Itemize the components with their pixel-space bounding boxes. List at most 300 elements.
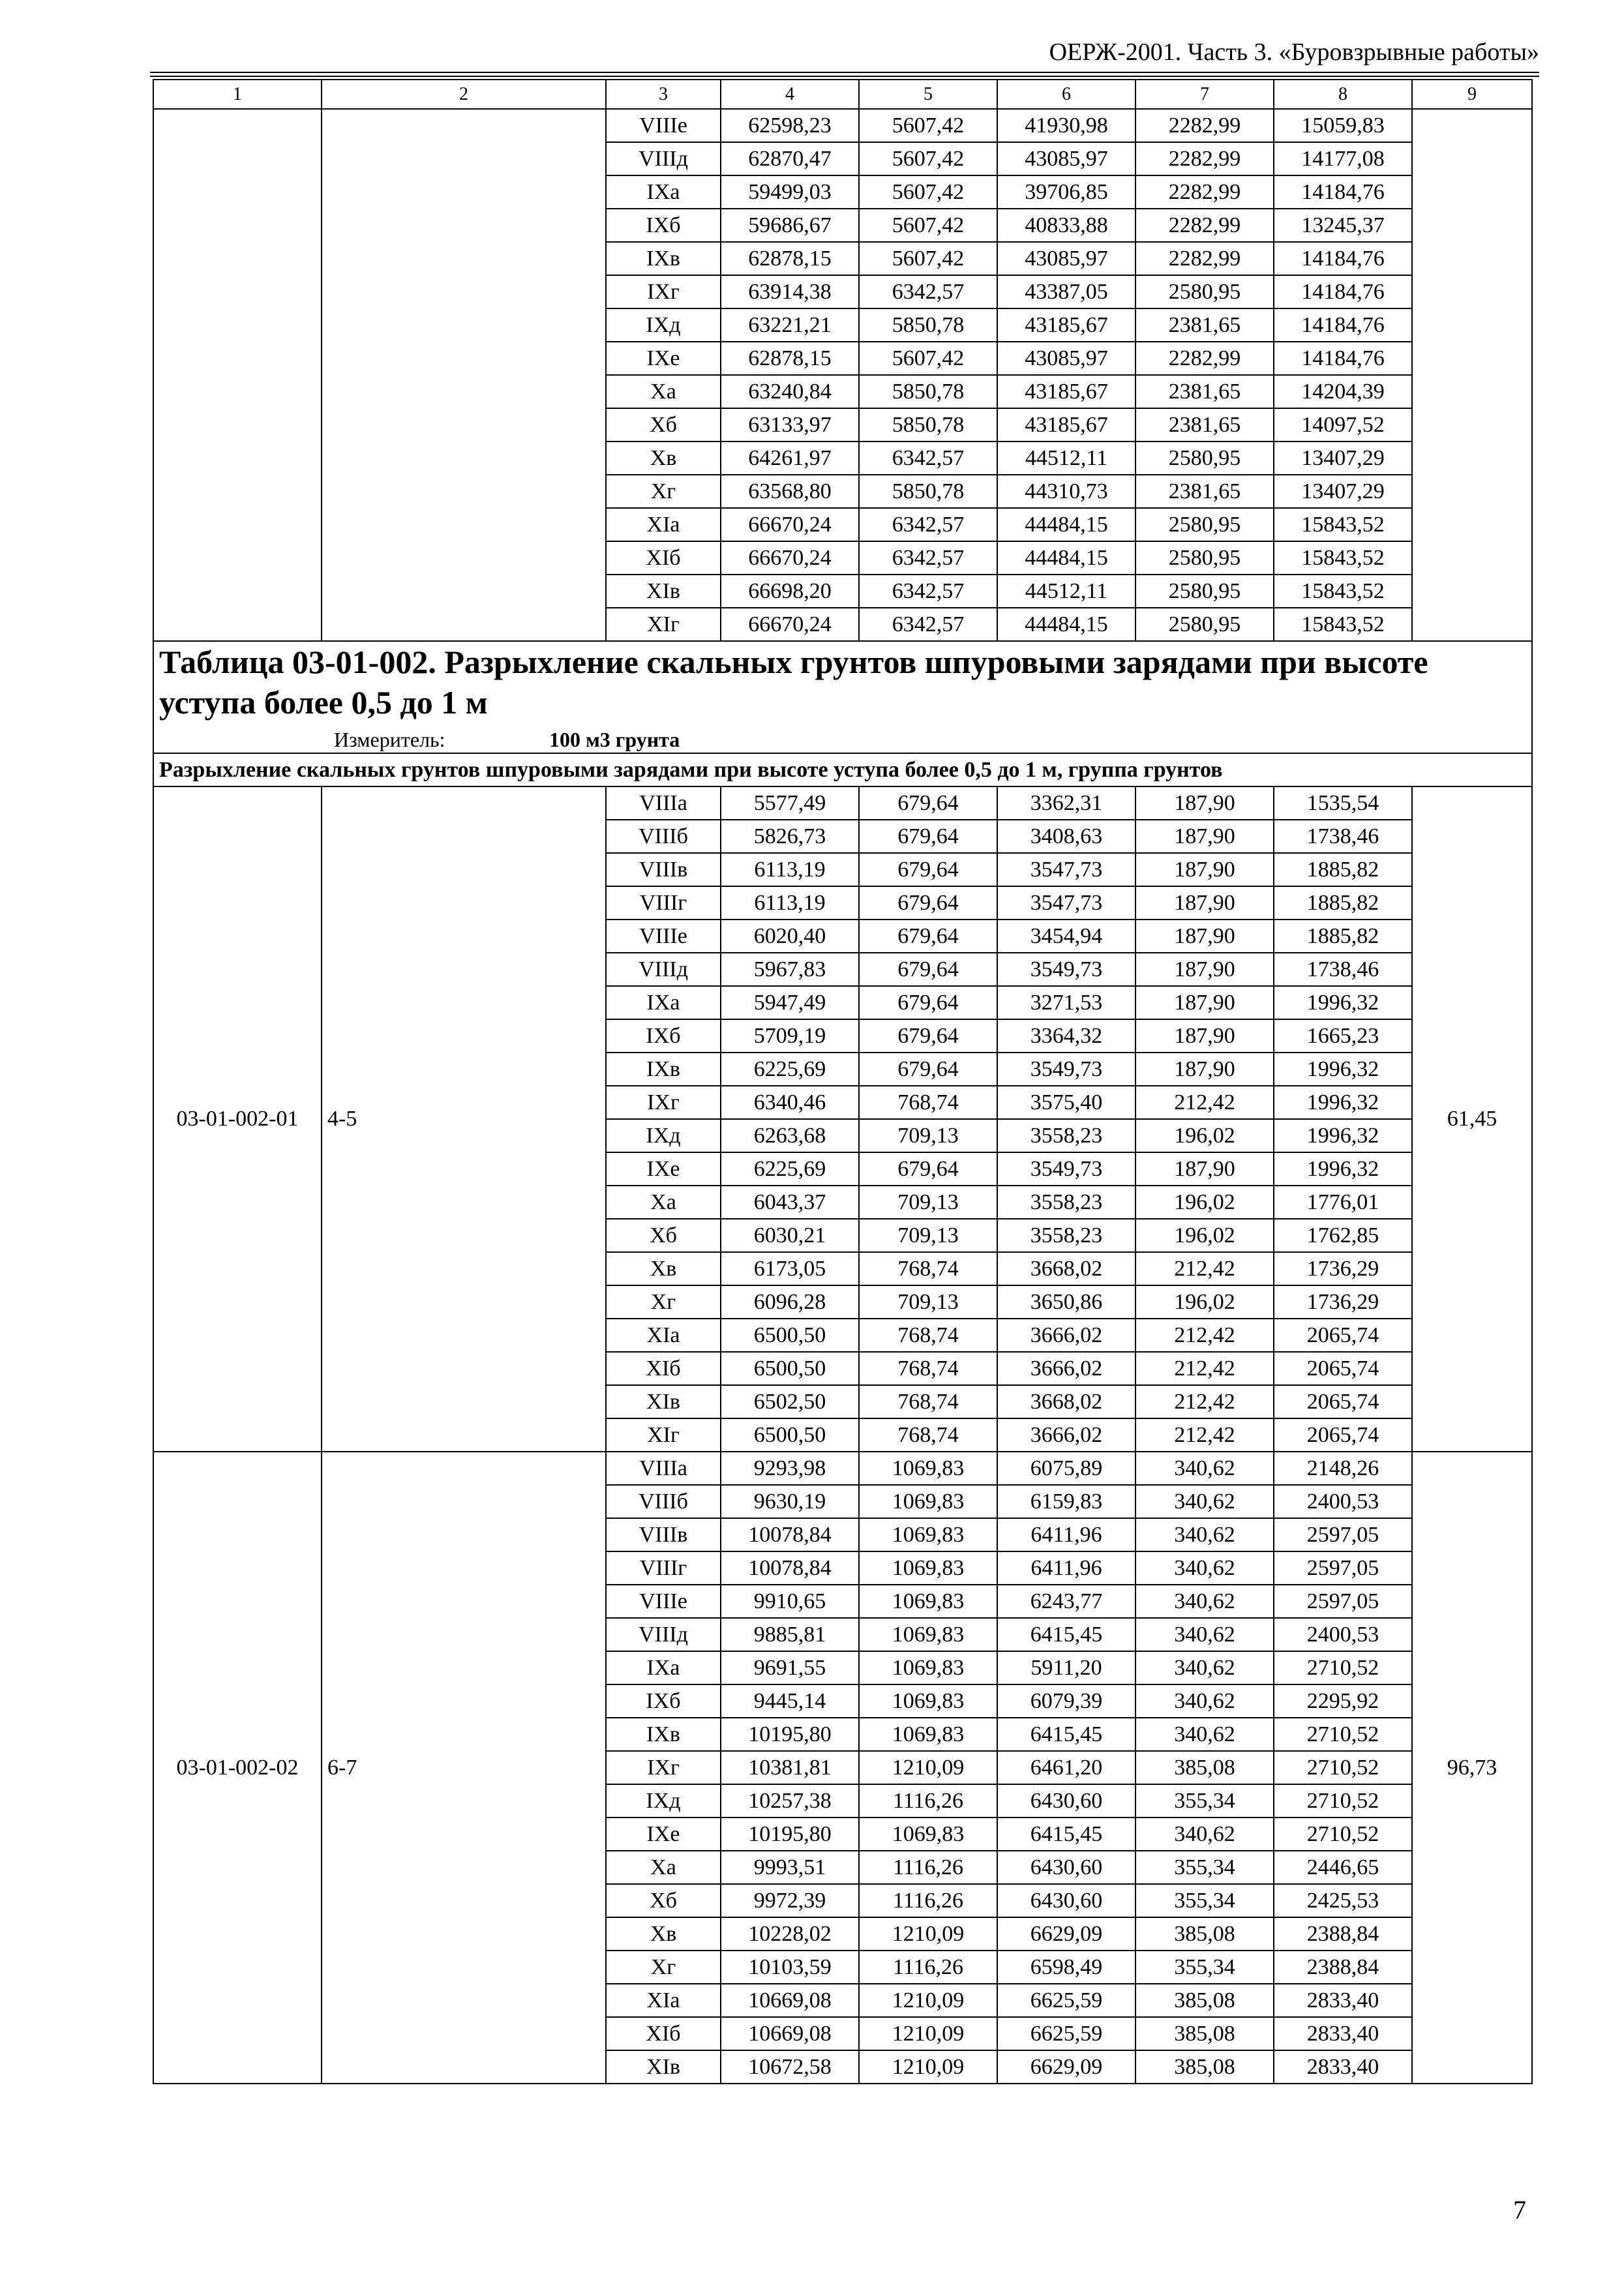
value-cell: 43185,67 <box>997 375 1135 408</box>
value-cell: 5850,78 <box>859 408 997 441</box>
value-cell: 2282,99 <box>1135 342 1274 375</box>
value-cell: 43085,97 <box>997 142 1135 175</box>
value-cell: 2381,65 <box>1135 375 1274 408</box>
value-cell: 6030,21 <box>721 1219 859 1252</box>
value-cell: 1996,32 <box>1274 1053 1412 1086</box>
value-cell: 2065,74 <box>1274 1418 1412 1452</box>
value-cell: 1210,09 <box>859 2017 997 2050</box>
value-cell: 44512,11 <box>997 441 1135 475</box>
value-cell: 679,64 <box>859 920 997 953</box>
rock-category-cell: XIa <box>606 1319 721 1352</box>
value-cell: 14184,76 <box>1274 175 1412 209</box>
value-cell: 6173,05 <box>721 1252 859 1285</box>
value-cell: 15843,52 <box>1274 508 1412 541</box>
table-title-row <box>153 641 1532 753</box>
value-cell: 196,02 <box>1135 1219 1274 1252</box>
value-cell: 10669,08 <box>721 2017 859 2050</box>
value-cell: 59499,03 <box>721 175 859 209</box>
value-cell: 340,62 <box>1135 1518 1274 1551</box>
value-cell: 64261,97 <box>721 441 859 475</box>
value-cell: 6342,57 <box>859 441 997 475</box>
value-cell: 709,13 <box>859 1285 997 1319</box>
value-cell: 5607,42 <box>859 109 997 142</box>
value-cell: 2580,95 <box>1135 575 1274 608</box>
value-cell: 44512,11 <box>997 575 1135 608</box>
value-cell: 768,74 <box>859 1352 997 1385</box>
value-cell: 3650,86 <box>997 1285 1135 1319</box>
code-cell: 03-01-002-01 <box>153 786 322 1452</box>
value-cell: 14184,76 <box>1274 342 1412 375</box>
column-number: 1 <box>153 80 322 109</box>
value-cell: 66698,20 <box>721 575 859 608</box>
value-cell: 10195,80 <box>721 1818 859 1851</box>
rock-category-cell: IXг <box>606 275 721 308</box>
value-cell: 14097,52 <box>1274 408 1412 441</box>
value-cell: 385,08 <box>1135 1751 1274 1784</box>
value-cell: 2597,05 <box>1274 1518 1412 1551</box>
rock-category-cell: VIIIб <box>606 1485 721 1518</box>
value-cell: 6430,60 <box>997 1851 1135 1884</box>
value-cell: 212,42 <box>1135 1086 1274 1119</box>
rates-table <box>153 79 1533 2084</box>
value-cell: 2295,92 <box>1274 1684 1412 1718</box>
value-cell: 1885,82 <box>1274 886 1412 920</box>
value-cell: 63240,84 <box>721 375 859 408</box>
value-cell: 43387,05 <box>997 275 1135 308</box>
rock-category-cell: Xa <box>606 1186 721 1219</box>
rock-category-cell: VIIIв <box>606 853 721 886</box>
value-cell: 1885,82 <box>1274 920 1412 953</box>
rock-category-cell: VIIIг <box>606 1551 721 1585</box>
table-row <box>153 786 1532 820</box>
value-cell: 10103,59 <box>721 1951 859 1984</box>
table-title-cell <box>153 641 1532 753</box>
value-cell: 14204,39 <box>1274 375 1412 408</box>
value-cell: 6415,45 <box>997 1618 1135 1651</box>
value-cell: 2282,99 <box>1135 142 1274 175</box>
rock-category-cell: VIIIa <box>606 786 721 820</box>
value-cell: 2833,40 <box>1274 1984 1412 2017</box>
rock-category-cell: VIIIг <box>606 886 721 920</box>
desc-cell-continued <box>322 109 606 641</box>
rock-category-cell: VIIIe <box>606 1585 721 1618</box>
value-cell: 340,62 <box>1135 1551 1274 1585</box>
value-cell: 1069,83 <box>859 1651 997 1684</box>
value-cell: 3666,02 <box>997 1418 1135 1452</box>
rock-category-cell: XIa <box>606 1984 721 2017</box>
rock-category-cell: IXв <box>606 1053 721 1086</box>
value-cell: 340,62 <box>1135 1718 1274 1751</box>
value-cell: 679,64 <box>859 786 997 820</box>
value-cell: 1069,83 <box>859 1818 997 1851</box>
value-cell: 9691,55 <box>721 1651 859 1684</box>
value-cell: 6500,50 <box>721 1352 859 1385</box>
value-cell: 340,62 <box>1135 1651 1274 1684</box>
value-cell: 2065,74 <box>1274 1319 1412 1352</box>
page-header: ОЕРЖ-2001. Часть 3. «Буровзрывные работы» <box>1049 38 1539 66</box>
value-cell: 212,42 <box>1135 1418 1274 1452</box>
value-cell: 2282,99 <box>1135 175 1274 209</box>
rock-category-cell: Xв <box>606 1252 721 1285</box>
column-number: 8 <box>1274 80 1412 109</box>
value-cell: 5850,78 <box>859 475 997 508</box>
value-cell: 10381,81 <box>721 1751 859 1784</box>
value-cell: 1776,01 <box>1274 1186 1412 1219</box>
value-cell: 2065,74 <box>1274 1385 1412 1418</box>
value-cell: 5850,78 <box>859 375 997 408</box>
column-number: 4 <box>721 80 859 109</box>
value-cell: 3575,40 <box>997 1086 1135 1119</box>
rock-category-cell: Xг <box>606 475 721 508</box>
value-cell: 6225,69 <box>721 1152 859 1186</box>
column-number: 3 <box>606 80 721 109</box>
rock-category-cell: VIIIб <box>606 820 721 853</box>
value-cell: 679,64 <box>859 1019 997 1053</box>
section-title: Разрыхление скальных грунтов шпуровыми зарядами при высоте уступа более 0,5 до 1 м, группа грунтов <box>153 753 1532 786</box>
value-cell: 43185,67 <box>997 308 1135 342</box>
value-cell: 6415,45 <box>997 1818 1135 1851</box>
value-cell: 6342,57 <box>859 275 997 308</box>
value-cell: 1736,29 <box>1274 1252 1412 1285</box>
value-cell: 187,90 <box>1135 820 1274 853</box>
rock-category-cell: IXa <box>606 1651 721 1684</box>
rock-category-cell: XIa <box>606 508 721 541</box>
value-cell: 1762,85 <box>1274 1219 1412 1252</box>
value-cell: 9972,39 <box>721 1884 859 1917</box>
value-cell: 40833,88 <box>997 209 1135 242</box>
value-cell: 187,90 <box>1135 786 1274 820</box>
code-cell: 03-01-002-02 <box>153 1452 322 2084</box>
value-cell: 6500,50 <box>721 1418 859 1452</box>
value-cell: 43085,97 <box>997 342 1135 375</box>
value-cell: 1210,09 <box>859 2050 997 2084</box>
value-cell: 385,08 <box>1135 2017 1274 2050</box>
rock-category-cell: Xa <box>606 1851 721 1884</box>
table-row <box>153 109 1532 142</box>
column-number: 7 <box>1135 80 1274 109</box>
value-cell: 2381,65 <box>1135 308 1274 342</box>
rock-category-cell: Xв <box>606 441 721 475</box>
value-cell: 5607,42 <box>859 242 997 275</box>
value-cell: 187,90 <box>1135 920 1274 953</box>
value-cell: 6461,20 <box>997 1751 1135 1784</box>
value-cell: 340,62 <box>1135 1585 1274 1618</box>
value-cell: 5850,78 <box>859 308 997 342</box>
value-cell: 66670,24 <box>721 508 859 541</box>
value-cell: 6340,46 <box>721 1086 859 1119</box>
value-cell: 1069,83 <box>859 1585 997 1618</box>
rock-category-cell: XIг <box>606 1418 721 1452</box>
value-cell: 10195,80 <box>721 1718 859 1751</box>
value-cell: 1885,82 <box>1274 853 1412 886</box>
value-cell: 62878,15 <box>721 242 859 275</box>
value-cell: 709,13 <box>859 1219 997 1252</box>
rock-category-cell: Xв <box>606 1917 721 1951</box>
value-cell: 340,62 <box>1135 1452 1274 1485</box>
rock-category-cell: IXa <box>606 175 721 209</box>
table-body <box>153 80 1532 2084</box>
rock-category-cell: IXг <box>606 1086 721 1119</box>
extra-cell-continued <box>1412 109 1532 641</box>
value-cell: 43085,97 <box>997 242 1135 275</box>
extra-value-cell: 96,73 <box>1412 1452 1532 2084</box>
value-cell: 1116,26 <box>859 1851 997 1884</box>
value-cell: 2148,26 <box>1274 1452 1412 1485</box>
rock-category-cell: VIIIe <box>606 109 721 142</box>
value-cell: 2833,40 <box>1274 2017 1412 2050</box>
value-cell: 6502,50 <box>721 1385 859 1418</box>
value-cell: 3547,73 <box>997 853 1135 886</box>
value-cell: 44484,15 <box>997 541 1135 575</box>
value-cell: 3549,73 <box>997 1053 1135 1086</box>
value-cell: 679,64 <box>859 886 997 920</box>
value-cell: 2381,65 <box>1135 475 1274 508</box>
table-title: Таблица 03-01-002. Разрыхление скальных грунтов шпуровыми зарядами при высоте уступа более 0,5 до 1 м <box>159 644 1428 721</box>
rock-category-cell: Xг <box>606 1951 721 1984</box>
value-cell: 2400,53 <box>1274 1485 1412 1518</box>
value-cell: 62598,23 <box>721 109 859 142</box>
value-cell: 679,64 <box>859 953 997 986</box>
rock-category-cell: XIв <box>606 575 721 608</box>
value-cell: 9445,14 <box>721 1684 859 1718</box>
value-cell: 6020,40 <box>721 920 859 953</box>
rock-category-cell: IXб <box>606 1684 721 1718</box>
value-cell: 5967,83 <box>721 953 859 986</box>
value-cell: 2282,99 <box>1135 242 1274 275</box>
rock-category-cell: IXд <box>606 1784 721 1818</box>
value-cell: 15843,52 <box>1274 608 1412 641</box>
value-cell: 212,42 <box>1135 1385 1274 1418</box>
value-cell: 63914,38 <box>721 275 859 308</box>
rock-category-cell: XIб <box>606 541 721 575</box>
rock-category-cell: VIIIв <box>606 1518 721 1551</box>
value-cell: 63133,97 <box>721 408 859 441</box>
value-cell: 15843,52 <box>1274 541 1412 575</box>
value-cell: 2597,05 <box>1274 1551 1412 1585</box>
group-desc-cell: 4-5 <box>322 786 606 1452</box>
value-cell: 1069,83 <box>859 1551 997 1585</box>
value-cell: 768,74 <box>859 1385 997 1418</box>
column-number: 9 <box>1412 80 1532 109</box>
rock-category-cell: XIв <box>606 2050 721 2084</box>
value-cell: 6625,59 <box>997 2017 1135 2050</box>
value-cell: 2710,52 <box>1274 1818 1412 1851</box>
value-cell: 768,74 <box>859 1086 997 1119</box>
column-number-row <box>153 80 1532 109</box>
value-cell: 355,34 <box>1135 1951 1274 1984</box>
value-cell: 3549,73 <box>997 953 1135 986</box>
value-cell: 63568,80 <box>721 475 859 508</box>
value-cell: 1736,29 <box>1274 1285 1412 1319</box>
value-cell: 3547,73 <box>997 886 1135 920</box>
value-cell: 1116,26 <box>859 1784 997 1818</box>
value-cell: 2710,52 <box>1274 1718 1412 1751</box>
value-cell: 66670,24 <box>721 541 859 575</box>
value-cell: 679,64 <box>859 1152 997 1186</box>
value-cell: 6598,49 <box>997 1951 1135 1984</box>
value-cell: 340,62 <box>1135 1618 1274 1651</box>
value-cell: 768,74 <box>859 1319 997 1352</box>
value-cell: 1210,09 <box>859 1984 997 2017</box>
value-cell: 2388,84 <box>1274 1951 1412 1984</box>
value-cell: 13245,37 <box>1274 209 1412 242</box>
value-cell: 14184,76 <box>1274 242 1412 275</box>
rock-category-cell: VIIIд <box>606 1618 721 1651</box>
value-cell: 5607,42 <box>859 142 997 175</box>
value-cell: 1996,32 <box>1274 1086 1412 1119</box>
value-cell: 768,74 <box>859 1418 997 1452</box>
value-cell: 62878,15 <box>721 342 859 375</box>
value-cell: 2833,40 <box>1274 2050 1412 2084</box>
value-cell: 5911,20 <box>997 1651 1135 1684</box>
value-cell: 6113,19 <box>721 853 859 886</box>
value-cell: 212,42 <box>1135 1352 1274 1385</box>
value-cell: 59686,67 <box>721 209 859 242</box>
value-cell: 3558,23 <box>997 1119 1135 1152</box>
value-cell: 385,08 <box>1135 2050 1274 2084</box>
value-cell: 196,02 <box>1135 1285 1274 1319</box>
value-cell: 1210,09 <box>859 1751 997 1784</box>
value-cell: 10078,84 <box>721 1551 859 1585</box>
value-cell: 2282,99 <box>1135 109 1274 142</box>
value-cell: 10078,84 <box>721 1518 859 1551</box>
value-cell: 15059,83 <box>1274 109 1412 142</box>
value-cell: 385,08 <box>1135 1917 1274 1951</box>
value-cell: 6342,57 <box>859 541 997 575</box>
value-cell: 679,64 <box>859 853 997 886</box>
value-cell: 6342,57 <box>859 575 997 608</box>
column-number: 6 <box>997 80 1135 109</box>
value-cell: 340,62 <box>1135 1684 1274 1718</box>
value-cell: 187,90 <box>1135 986 1274 1019</box>
value-cell: 2710,52 <box>1274 1751 1412 1784</box>
value-cell: 2580,95 <box>1135 608 1274 641</box>
value-cell: 355,34 <box>1135 1784 1274 1818</box>
value-cell: 340,62 <box>1135 1485 1274 1518</box>
extra-value-cell: 61,45 <box>1412 786 1532 1452</box>
value-cell: 3454,94 <box>997 920 1135 953</box>
value-cell: 212,42 <box>1135 1252 1274 1285</box>
value-cell: 6263,68 <box>721 1119 859 1152</box>
value-cell: 13407,29 <box>1274 441 1412 475</box>
value-cell: 679,64 <box>859 1053 997 1086</box>
value-cell: 1069,83 <box>859 1684 997 1718</box>
code-cell-continued <box>153 109 322 641</box>
value-cell: 39706,85 <box>997 175 1135 209</box>
value-cell: 5826,73 <box>721 820 859 853</box>
value-cell: 2710,52 <box>1274 1651 1412 1684</box>
value-cell: 6411,96 <box>997 1551 1135 1585</box>
value-cell: 6411,96 <box>997 1518 1135 1551</box>
value-cell: 3666,02 <box>997 1319 1135 1352</box>
rock-category-cell: VIIIe <box>606 920 721 953</box>
value-cell: 2580,95 <box>1135 541 1274 575</box>
value-cell: 187,90 <box>1135 1053 1274 1086</box>
value-cell: 6225,69 <box>721 1053 859 1086</box>
value-cell: 6243,77 <box>997 1585 1135 1618</box>
value-cell: 3549,73 <box>997 1152 1135 1186</box>
value-cell: 768,74 <box>859 1252 997 1285</box>
value-cell: 3668,02 <box>997 1252 1135 1285</box>
rock-category-cell: IXв <box>606 242 721 275</box>
value-cell: 3408,63 <box>997 820 1135 853</box>
value-cell: 1738,46 <box>1274 820 1412 853</box>
page-number: 7 <box>1513 2195 1526 2224</box>
rock-category-cell: Xa <box>606 375 721 408</box>
value-cell: 2282,99 <box>1135 209 1274 242</box>
value-cell: 5607,42 <box>859 175 997 209</box>
group-desc-cell: 6-7 <box>322 1452 606 2084</box>
header-rule-double <box>150 76 1539 77</box>
value-cell: 10257,38 <box>721 1784 859 1818</box>
value-cell: 2580,95 <box>1135 508 1274 541</box>
table-row <box>153 1452 1532 1485</box>
rock-category-cell: VIIIд <box>606 142 721 175</box>
value-cell: 3558,23 <box>997 1219 1135 1252</box>
value-cell: 1996,32 <box>1274 1152 1412 1186</box>
value-cell: 1069,83 <box>859 1518 997 1551</box>
rock-category-cell: IXe <box>606 1818 721 1851</box>
value-cell: 6113,19 <box>721 886 859 920</box>
value-cell: 6430,60 <box>997 1784 1135 1818</box>
rock-category-cell: IXб <box>606 1019 721 1053</box>
value-cell: 3666,02 <box>997 1352 1135 1385</box>
value-cell: 1535,54 <box>1274 786 1412 820</box>
value-cell: 10672,58 <box>721 2050 859 2084</box>
rock-category-cell: XIб <box>606 2017 721 2050</box>
meter-line <box>159 726 1526 753</box>
value-cell: 9630,19 <box>721 1485 859 1518</box>
value-cell: 196,02 <box>1135 1186 1274 1219</box>
rock-category-cell: XIб <box>606 1352 721 1385</box>
value-cell: 9293,98 <box>721 1452 859 1485</box>
rock-category-cell: XIг <box>606 608 721 641</box>
value-cell: 679,64 <box>859 820 997 853</box>
value-cell: 6500,50 <box>721 1319 859 1352</box>
value-cell: 355,34 <box>1135 1851 1274 1884</box>
meter-label: Измеритель: <box>334 728 445 751</box>
value-cell: 6629,09 <box>997 1917 1135 1951</box>
rock-category-cell: IXд <box>606 308 721 342</box>
value-cell: 709,13 <box>859 1186 997 1219</box>
column-number: 5 <box>859 80 997 109</box>
value-cell: 6096,28 <box>721 1285 859 1319</box>
value-cell: 14177,08 <box>1274 142 1412 175</box>
value-cell: 3362,31 <box>997 786 1135 820</box>
value-cell: 5709,19 <box>721 1019 859 1053</box>
value-cell: 187,90 <box>1135 953 1274 986</box>
value-cell: 2065,74 <box>1274 1352 1412 1385</box>
value-cell: 1069,83 <box>859 1618 997 1651</box>
rock-category-cell: VIIIa <box>606 1452 721 1485</box>
value-cell: 6625,59 <box>997 1984 1135 2017</box>
header-rule <box>150 72 1539 73</box>
rock-category-cell: Xб <box>606 1884 721 1917</box>
rock-category-cell: IXe <box>606 342 721 375</box>
rock-category-cell: VIIIд <box>606 953 721 986</box>
value-cell: 5947,49 <box>721 986 859 1019</box>
value-cell: 6430,60 <box>997 1884 1135 1917</box>
value-cell: 6415,45 <box>997 1718 1135 1751</box>
value-cell: 6079,39 <box>997 1684 1135 1718</box>
value-cell: 187,90 <box>1135 1019 1274 1053</box>
value-cell: 2580,95 <box>1135 275 1274 308</box>
value-cell: 10669,08 <box>721 1984 859 2017</box>
value-cell: 196,02 <box>1135 1119 1274 1152</box>
rock-category-cell: IXб <box>606 209 721 242</box>
value-cell: 9885,81 <box>721 1618 859 1651</box>
value-cell: 1069,83 <box>859 1485 997 1518</box>
